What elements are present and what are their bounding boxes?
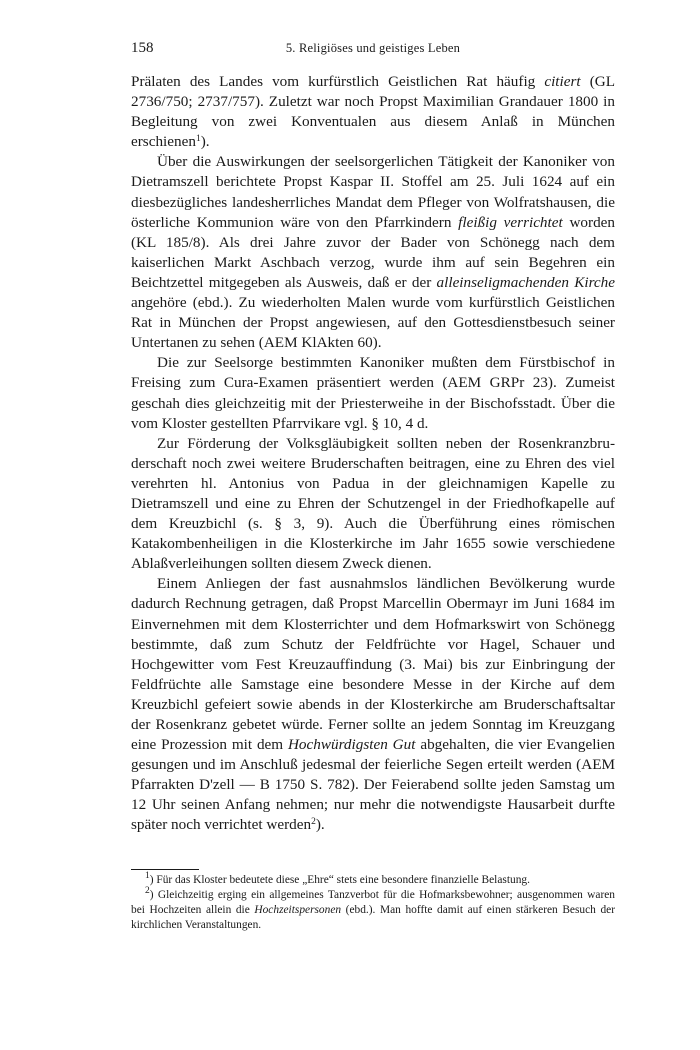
footnote-ref-2: 2 bbox=[311, 817, 316, 828]
footnote-rule bbox=[131, 869, 199, 870]
paragraph-text: Prälaten des Landes vom kurfürstlich Geistlichen Rat häufig bbox=[131, 73, 545, 90]
paragraph-1 bbox=[131, 72, 615, 152]
paragraph-text: ). bbox=[200, 133, 210, 151]
footnote-marker: 1 bbox=[145, 871, 150, 881]
paragraph-5 bbox=[131, 574, 615, 835]
emphasis-fleissig: fleißig verrichtet bbox=[458, 213, 563, 231]
paragraph-text: (GL 2736/750; 2737/757). Zuletzt war noch Propst Maximilian Grandauer 1800 in Begleitung von zwei Konventualen aus diesem Anlaß in München erschienen bbox=[131, 73, 615, 151]
emphasis-hochwuerdigsten-gut: Hochwürdigsten Gut bbox=[287, 736, 416, 754]
footnote-2 bbox=[131, 888, 615, 933]
paragraph-2 bbox=[131, 152, 615, 353]
footnote-text: ) Gleichzeitig erging ein allgemeines Tanzverbot für die Hofmarksbewohner; ausgenommen waren bei Hochzeiten allein die bbox=[131, 889, 615, 916]
footnote-text: ) Für das Kloster bedeutete diese „Ehre“ stets eine besondere finanzielle Belastung. bbox=[149, 874, 530, 886]
page-header bbox=[131, 40, 615, 62]
footnote-ref-1: 1 bbox=[195, 134, 201, 145]
body-text bbox=[131, 72, 615, 836]
paragraph-text: Zur Förderung der Volksgläubigkeit sollten neben der Rosenkranzbruderschaft noch zwei weitere Bruderschaften beitragen, eine zu Ehren des viel verehrten hl. Antonius von Padua in der gleichnamigen Kapelle zu Dietramszell und eine zu Ehren der Schutzengel in der Friedhofkapelle auf dem Kreuzbichl (s. § 3, 9). Auch die Überführung eines römischen Katakombenheiligen in die Klosterkirche im Jahr 1655 sowie verschiedene Ablaßverleihungen sollten diesem Zweck dienen. bbox=[131, 434, 615, 573]
footnote-text: (ebd.). Man hoffte damit auf einen stärkeren Besuch der kirchlichen Veranstaltungen. bbox=[131, 904, 616, 931]
paragraph-text: ). bbox=[315, 816, 325, 834]
emphasis-alleinseligmachenden: alleinseligmachenden Kirche bbox=[436, 273, 616, 291]
footnotes bbox=[131, 873, 615, 933]
emphasis-citiert: citiert bbox=[544, 73, 581, 90]
paragraph-text: angehöre (ebd.). Zu wiederholten Malen wurde vom kurfürstlich Geistlichen Rat in München der Propst angewiesen, auf den Gottesdienstbesuch seiner Untertanen zu sehen (AEM KlAkten 60). bbox=[131, 294, 615, 352]
paragraph-text: abgehalten, die vier Evangelien gesungen und im Anschluß jedesmal der feierliche Segen erteilt werden (AEM Pfarrakten D'zell — B 1750 S. 782). Der Feierabend sollte jeden Samstag um 12 Uhr seinen Anfang nehmen; nur mehr die notwendigste Hausarbeit durfte später noch verrichtet werden bbox=[131, 736, 615, 834]
paragraph-3 bbox=[131, 353, 615, 433]
paragraph-text: worden (KL 185/8). Als drei Jahre zuvor der Bader von Schönegg nach dem kaiserlichen Markt Aschbach verzog, wurde ihm auf sein Begehren ein Beichtzettel mitgegeben als Ausweis, daß er der bbox=[131, 213, 615, 291]
emphasis-hochzeitspersonen: Hochzeitspersonen bbox=[254, 904, 342, 916]
paragraph-text: Über die Auswirkungen der seelsorgerlichen Tätigkeit der Kanoniker von Dietramszell berichtete Propst Kaspar II. Stoffel am 25. Juli 1624 auf ein diesbezügliches landesherrliches Mandat dem Pfleger von Wolfratshausen, die österliche Kommunion wäre von den Pfarrkindern bbox=[131, 153, 615, 231]
paragraph-4 bbox=[131, 434, 615, 575]
footnote-1 bbox=[131, 873, 615, 888]
page-number: 158 bbox=[131, 40, 154, 56]
footnote-marker: 2 bbox=[145, 886, 150, 896]
paragraph-text: Einem Anliegen der fast ausnahmslos ländlichen Bevölkerung wurde dadurch Rechnung getragen, daß Propst Marcellin Obermayr im Juni 1684 im Einvernehmen mit dem Klosterrichter und dem Hofmarkswirt von Schönegg bestimmte, daß zum Schutz der Feldfrüchte vor Hagel, Schauer und Hochgewitter vom Fest Kreuzauffindung (3. Mai) bis zur Einbringung der Feldfrüchte alle Samstage eine besondere Messe in der Kirche auf dem Kreuzbichl gefeiert sowie abends in der Klosterkirche am Bruderschaftsaltar der Rosenkranz gebetet würde. Ferner sollte an jedem Sonntag im Kreuzgang eine Prozession mit dem bbox=[131, 575, 615, 754]
paragraph-text: Die zur Seelsorge bestimmten Kanoniker mußten dem Fürstbischof in Freising zum Cura-Examen präsentiert werden (AEM GRPr 23). Zumeist geschah dies gleichzeitig mit der Priesterweihe in der Bischofsstadt. Über die vom Kloster gestellten Pfarrvikare vgl. § 10, 4 d. bbox=[131, 354, 615, 432]
running-head: 5. Religiöses und geistiges Leben bbox=[285, 41, 461, 55]
